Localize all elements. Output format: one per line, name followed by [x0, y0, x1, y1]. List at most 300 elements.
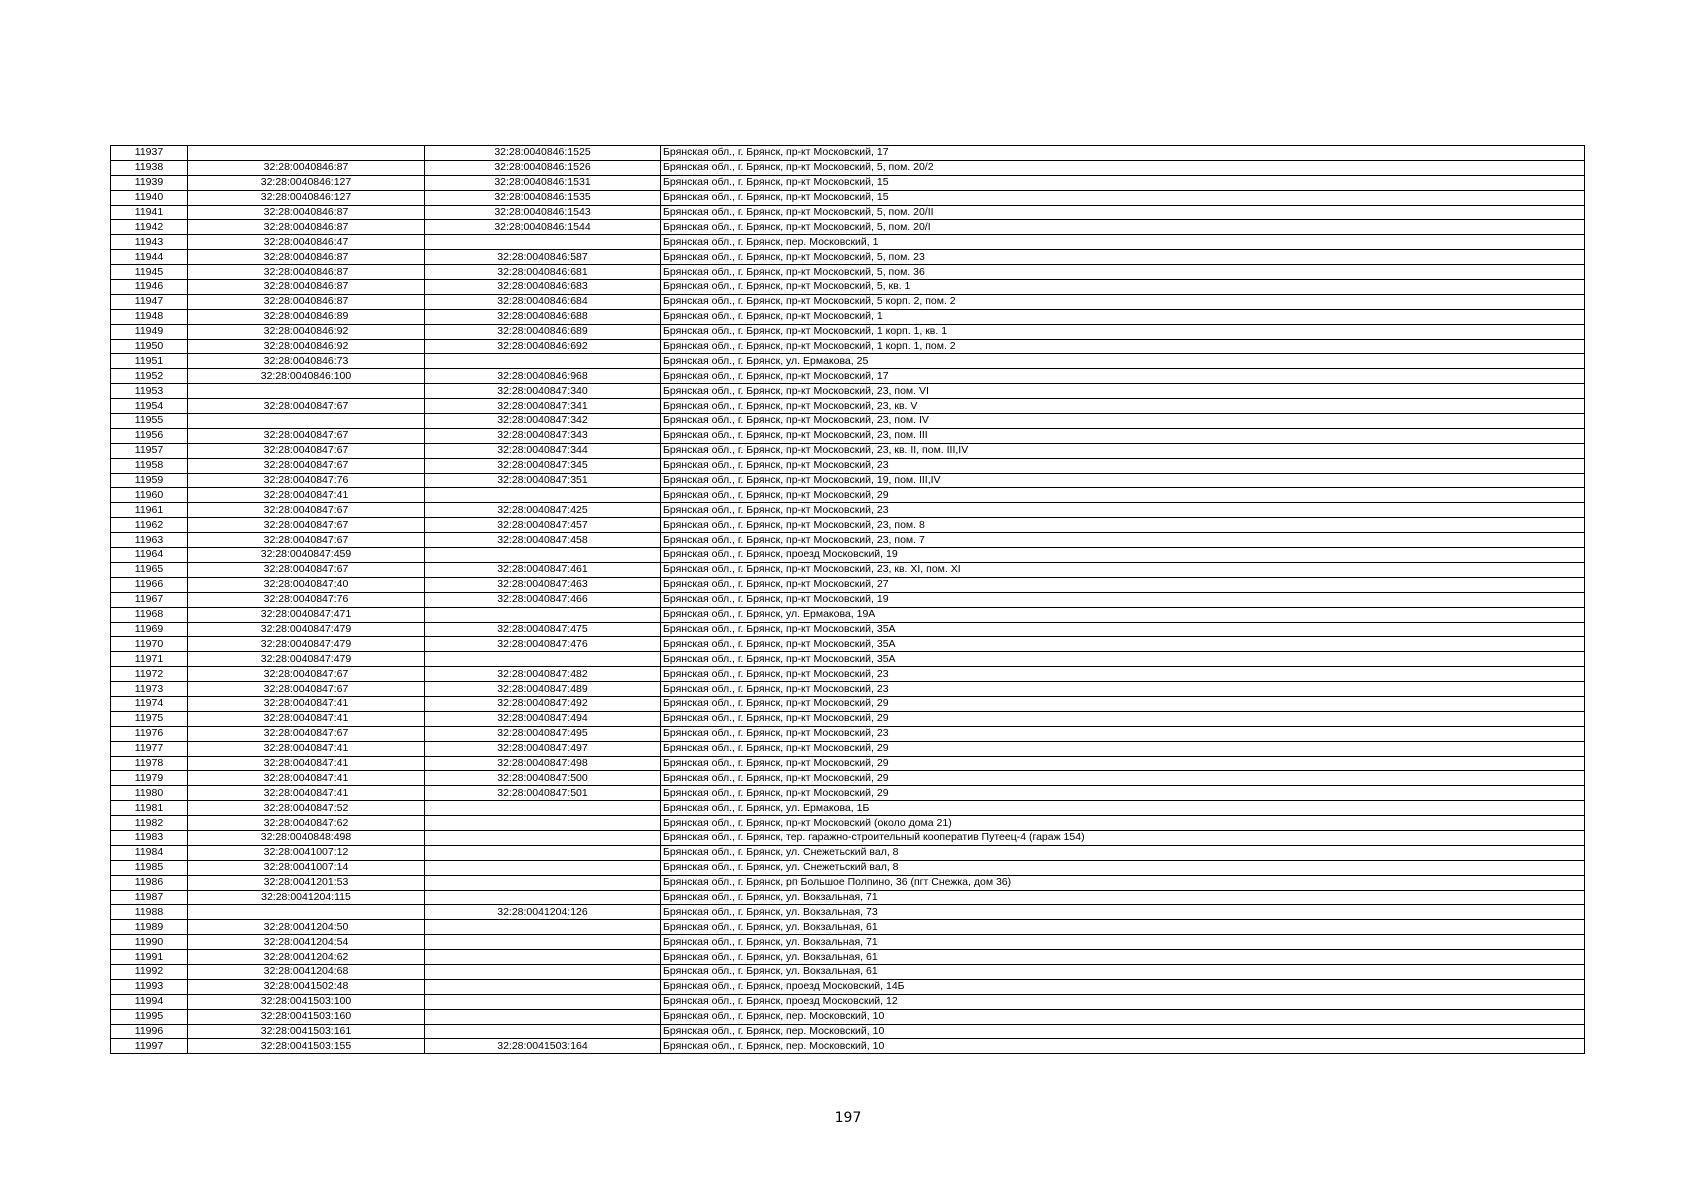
parent-cadastral-number-cell: 32:28:0040846:87 [188, 220, 425, 235]
parent-cadastral-number-cell: 32:28:0040847:52 [188, 801, 425, 816]
row-number-cell: 11986 [111, 875, 188, 890]
object-cadastral-number-cell [425, 652, 661, 667]
row-number-cell: 11937 [111, 146, 188, 161]
address-cell: Брянская обл., г. Брянск, пер. Московский, 1 [661, 235, 1585, 250]
parent-cadastral-number-cell: 32:28:0040847:67 [188, 443, 425, 458]
object-cadastral-number-cell: 32:28:0040847:344 [425, 443, 661, 458]
row-number-cell: 11953 [111, 384, 188, 399]
row-number-cell: 11979 [111, 771, 188, 786]
address-cell: Брянская обл., г. Брянск, пр-кт Московский, 29 [661, 711, 1585, 726]
object-cadastral-number-cell [425, 979, 661, 994]
parent-cadastral-number-cell: 32:28:0041502:48 [188, 979, 425, 994]
table-row [111, 190, 1585, 205]
table-row [111, 354, 1585, 369]
table-row [111, 935, 1585, 950]
address-cell: Брянская обл., г. Брянск, пр-кт Московский, 15 [661, 175, 1585, 190]
row-number-cell: 11956 [111, 428, 188, 443]
table-row [111, 801, 1585, 816]
row-number-cell: 11962 [111, 518, 188, 533]
object-cadastral-number-cell [425, 235, 661, 250]
table-row [111, 979, 1585, 994]
parent-cadastral-number-cell: 32:28:0040847:67 [188, 667, 425, 682]
row-number-cell: 11958 [111, 458, 188, 473]
table-row [111, 607, 1585, 622]
address-cell: Брянская обл., г. Брянск, ул. Ермакова, 1Б [661, 801, 1585, 816]
address-cell: Брянская обл., г. Брянск, пр-кт Московский (около дома 21) [661, 816, 1585, 831]
table-row [111, 667, 1585, 682]
address-cell: Брянская обл., г. Брянск, пер. Московский, 10 [661, 1039, 1585, 1054]
address-cell: Брянская обл., г. Брянск, пр-кт Московский, 29 [661, 696, 1585, 711]
table-row [111, 384, 1585, 399]
table-row [111, 235, 1585, 250]
row-number-cell: 11989 [111, 920, 188, 935]
parent-cadastral-number-cell: 32:28:0040847:76 [188, 592, 425, 607]
object-cadastral-number-cell: 32:28:0040847:497 [425, 741, 661, 756]
row-number-cell: 11951 [111, 354, 188, 369]
parent-cadastral-number-cell: 32:28:0040846:87 [188, 294, 425, 309]
parent-cadastral-number-cell: 32:28:0041503:160 [188, 1009, 425, 1024]
address-cell: Брянская обл., г. Брянск, пр-кт Московский, 17 [661, 369, 1585, 384]
address-cell: Брянская обл., г. Брянск, проезд Московский, 12 [661, 994, 1585, 1009]
parent-cadastral-number-cell: 32:28:0040846:127 [188, 175, 425, 190]
row-number-cell: 11954 [111, 399, 188, 414]
address-cell: Брянская обл., г. Брянск, пер. Московский, 10 [661, 1024, 1585, 1039]
object-cadastral-number-cell [425, 964, 661, 979]
address-cell: Брянская обл., г. Брянск, пр-кт Московский, 17 [661, 146, 1585, 161]
row-number-cell: 11981 [111, 801, 188, 816]
address-cell: Брянская обл., г. Брянск, пр-кт Московский, 5 корп. 2, пом. 2 [661, 294, 1585, 309]
address-cell: Брянская обл., г. Брянск, пр-кт Московский, 29 [661, 488, 1585, 503]
address-cell: Брянская обл., г. Брянск, пр-кт Московский, 29 [661, 786, 1585, 801]
row-number-cell: 11984 [111, 845, 188, 860]
table-row [111, 146, 1585, 161]
row-number-cell: 11939 [111, 175, 188, 190]
parent-cadastral-number-cell: 32:28:0040847:41 [188, 741, 425, 756]
object-cadastral-number-cell: 32:28:0040847:351 [425, 473, 661, 488]
row-number-cell: 11952 [111, 369, 188, 384]
parent-cadastral-number-cell: 32:28:0040847:76 [188, 473, 425, 488]
parent-cadastral-number-cell: 32:28:0040847:479 [188, 652, 425, 667]
object-cadastral-number-cell [425, 354, 661, 369]
address-cell: Брянская обл., г. Брянск, пр-кт Московский, 19, пом. III,IV [661, 473, 1585, 488]
parent-cadastral-number-cell: 32:28:0040847:41 [188, 756, 425, 771]
address-cell: Брянская обл., г. Брянск, ул. Вокзальная, 61 [661, 950, 1585, 965]
parent-cadastral-number-cell: 32:28:0040847:67 [188, 503, 425, 518]
address-cell: Брянская обл., г. Брянск, тер. гаражно-строительный кооператив Путеец-4 (гараж 154) [661, 830, 1585, 845]
address-cell: Брянская обл., г. Брянск, ул. Вокзальная, 71 [661, 935, 1585, 950]
row-number-cell: 11938 [111, 160, 188, 175]
table-row [111, 488, 1585, 503]
row-number-cell: 11949 [111, 324, 188, 339]
parent-cadastral-number-cell: 32:28:0041503:100 [188, 994, 425, 1009]
address-cell: Брянская обл., г. Брянск, пр-кт Московский, 23 [661, 726, 1585, 741]
address-cell: Брянская обл., г. Брянск, пр-кт Московский, 35А [661, 652, 1585, 667]
parent-cadastral-number-cell: 32:28:0040847:67 [188, 682, 425, 697]
row-number-cell: 11964 [111, 548, 188, 563]
parent-cadastral-number-cell: 32:28:0040846:87 [188, 280, 425, 295]
table-row [111, 562, 1585, 577]
table-row [111, 1024, 1585, 1039]
parent-cadastral-number-cell: 32:28:0040846:127 [188, 190, 425, 205]
address-cell: Брянская обл., г. Брянск, ул. Вокзальная, 61 [661, 964, 1585, 979]
parent-cadastral-number-cell: 32:28:0040846:92 [188, 339, 425, 354]
parent-cadastral-number-cell: 32:28:0040846:87 [188, 265, 425, 280]
table-row [111, 920, 1585, 935]
parent-cadastral-number-cell [188, 384, 425, 399]
table-row [111, 458, 1585, 473]
address-cell: Брянская обл., г. Брянск, пр-кт Московский, 23, пом. VI [661, 384, 1585, 399]
object-cadastral-number-cell: 32:28:0040846:1531 [425, 175, 661, 190]
parent-cadastral-number-cell: 32:28:0040846:47 [188, 235, 425, 250]
row-number-cell: 11993 [111, 979, 188, 994]
row-number-cell: 11976 [111, 726, 188, 741]
row-number-cell: 11959 [111, 473, 188, 488]
row-number-cell: 11995 [111, 1009, 188, 1024]
object-cadastral-number-cell: 32:28:0040847:341 [425, 399, 661, 414]
table-row [111, 175, 1585, 190]
address-cell: Брянская обл., г. Брянск, пр-кт Московский, 23, пом. IV [661, 414, 1585, 429]
object-cadastral-number-cell: 32:28:0040846:968 [425, 369, 661, 384]
row-number-cell: 11946 [111, 280, 188, 295]
table-row [111, 711, 1585, 726]
table-row [111, 205, 1585, 220]
object-cadastral-number-cell: 32:28:0040847:489 [425, 682, 661, 697]
row-number-cell: 11982 [111, 816, 188, 831]
table-row [111, 950, 1585, 965]
object-cadastral-number-cell: 32:28:0040847:494 [425, 711, 661, 726]
table-row [111, 1009, 1585, 1024]
parent-cadastral-number-cell: 32:28:0041204:115 [188, 890, 425, 905]
parent-cadastral-number-cell: 32:28:0041204:62 [188, 950, 425, 965]
row-number-cell: 11947 [111, 294, 188, 309]
object-cadastral-number-cell: 32:28:0040847:482 [425, 667, 661, 682]
table-row [111, 220, 1585, 235]
parent-cadastral-number-cell: 32:28:0041007:12 [188, 845, 425, 860]
address-cell: Брянская обл., г. Брянск, пр-кт Московский, 23, кв. XI, пом. XI [661, 562, 1585, 577]
table-row [111, 994, 1585, 1009]
address-cell: Брянская обл., г. Брянск, пр-кт Московский, 5, пом. 36 [661, 265, 1585, 280]
object-cadastral-number-cell: 32:28:0040847:475 [425, 622, 661, 637]
row-number-cell: 11960 [111, 488, 188, 503]
table-row [111, 860, 1585, 875]
address-cell: Брянская обл., г. Брянск, пр-кт Московский, 1 [661, 309, 1585, 324]
table-row [111, 905, 1585, 920]
parent-cadastral-number-cell: 32:28:0040847:479 [188, 622, 425, 637]
address-cell: Брянская обл., г. Брянск, пр-кт Московский, 23, кв. V [661, 399, 1585, 414]
row-number-cell: 11978 [111, 756, 188, 771]
address-cell: Брянская обл., г. Брянск, пр-кт Московский, 5, пом. 23 [661, 250, 1585, 265]
parent-cadastral-number-cell [188, 146, 425, 161]
object-cadastral-number-cell [425, 1009, 661, 1024]
object-cadastral-number-cell: 32:28:0041204:126 [425, 905, 661, 920]
object-cadastral-number-cell: 32:28:0040847:345 [425, 458, 661, 473]
address-cell: Брянская обл., г. Брянск, пер. Московский, 10 [661, 1009, 1585, 1024]
row-number-cell: 11945 [111, 265, 188, 280]
object-cadastral-number-cell: 32:28:0040847:340 [425, 384, 661, 399]
table-row [111, 428, 1585, 443]
parent-cadastral-number-cell: 32:28:0040846:73 [188, 354, 425, 369]
table-row [111, 771, 1585, 786]
parent-cadastral-number-cell: 32:28:0040847:67 [188, 533, 425, 548]
parent-cadastral-number-cell: 32:28:0040846:87 [188, 250, 425, 265]
table-row [111, 518, 1585, 533]
address-cell: Брянская обл., г. Брянск, пр-кт Московский, 29 [661, 741, 1585, 756]
table-row [111, 622, 1585, 637]
parent-cadastral-number-cell: 32:28:0040846:92 [188, 324, 425, 339]
address-cell: Брянская обл., г. Брянск, ул. Вокзальная, 61 [661, 920, 1585, 935]
object-cadastral-number-cell [425, 994, 661, 1009]
parent-cadastral-number-cell: 32:28:0041204:50 [188, 920, 425, 935]
parent-cadastral-number-cell: 32:28:0041503:155 [188, 1039, 425, 1054]
parent-cadastral-number-cell: 32:28:0041201:53 [188, 875, 425, 890]
table-row [111, 592, 1585, 607]
address-cell: Брянская обл., г. Брянск, ул. Ермакова, 19А [661, 607, 1585, 622]
row-number-cell: 11963 [111, 533, 188, 548]
object-cadastral-number-cell: 32:28:0040847:501 [425, 786, 661, 801]
row-number-cell: 11943 [111, 235, 188, 250]
parent-cadastral-number-cell: 32:28:0040847:41 [188, 711, 425, 726]
table-row [111, 399, 1585, 414]
object-cadastral-number-cell: 32:28:0040847:461 [425, 562, 661, 577]
address-cell: Брянская обл., г. Брянск, пр-кт Московский, 23, пом. 8 [661, 518, 1585, 533]
address-cell: Брянская обл., г. Брянск, пр-кт Московский, 23, пом. 7 [661, 533, 1585, 548]
row-number-cell: 11980 [111, 786, 188, 801]
row-number-cell: 11975 [111, 711, 188, 726]
parent-cadastral-number-cell: 32:28:0040846:87 [188, 160, 425, 175]
object-cadastral-number-cell: 32:28:0040846:587 [425, 250, 661, 265]
table-row [111, 443, 1585, 458]
table-body [111, 146, 1585, 1054]
row-number-cell: 11974 [111, 696, 188, 711]
row-number-cell: 11983 [111, 830, 188, 845]
address-cell: Брянская обл., г. Брянск, ул. Снежетьский вал, 8 [661, 860, 1585, 875]
row-number-cell: 11970 [111, 637, 188, 652]
address-cell: Брянская обл., г. Брянск, пр-кт Московский, 27 [661, 577, 1585, 592]
table-row [111, 473, 1585, 488]
address-cell: Брянская обл., г. Брянск, проезд Московский, 14Б [661, 979, 1585, 994]
address-cell: Брянская обл., г. Брянск, пр-кт Московский, 29 [661, 771, 1585, 786]
address-cell: Брянская обл., г. Брянск, пр-кт Московский, 23, пом. III [661, 428, 1585, 443]
parent-cadastral-number-cell: 32:28:0040848:498 [188, 830, 425, 845]
object-cadastral-number-cell: 32:28:0040847:458 [425, 533, 661, 548]
object-cadastral-number-cell: 32:28:0040847:492 [425, 696, 661, 711]
address-cell: Брянская обл., г. Брянск, пр-кт Московский, 29 [661, 756, 1585, 771]
table-row [111, 875, 1585, 890]
parent-cadastral-number-cell: 32:28:0040847:67 [188, 518, 425, 533]
object-cadastral-number-cell: 32:28:0040846:684 [425, 294, 661, 309]
address-cell: Брянская обл., г. Брянск, пр-кт Московский, 35А [661, 637, 1585, 652]
table-row [111, 339, 1585, 354]
row-number-cell: 11966 [111, 577, 188, 592]
object-cadastral-number-cell: 32:28:0040847:476 [425, 637, 661, 652]
parent-cadastral-number-cell: 32:28:0041007:14 [188, 860, 425, 875]
row-number-cell: 11944 [111, 250, 188, 265]
parent-cadastral-number-cell: 32:28:0041204:68 [188, 964, 425, 979]
object-cadastral-number-cell: 32:28:0040847:343 [425, 428, 661, 443]
parent-cadastral-number-cell: 32:28:0040847:40 [188, 577, 425, 592]
table-row [111, 756, 1585, 771]
object-cadastral-number-cell: 32:28:0040847:457 [425, 518, 661, 533]
address-cell: Брянская обл., г. Брянск, пр-кт Московский, 35А [661, 622, 1585, 637]
parent-cadastral-number-cell: 32:28:0041204:54 [188, 935, 425, 950]
parent-cadastral-number-cell: 32:28:0040847:479 [188, 637, 425, 652]
object-cadastral-number-cell: 32:28:0040847:463 [425, 577, 661, 592]
table-row [111, 577, 1585, 592]
object-cadastral-number-cell [425, 488, 661, 503]
object-cadastral-number-cell [425, 875, 661, 890]
table-row [111, 324, 1585, 339]
row-number-cell: 11948 [111, 309, 188, 324]
row-number-cell: 11971 [111, 652, 188, 667]
object-cadastral-number-cell [425, 920, 661, 935]
table-row [111, 160, 1585, 175]
row-number-cell: 11997 [111, 1039, 188, 1054]
table-row [111, 845, 1585, 860]
table-row [111, 682, 1585, 697]
address-cell: Брянская обл., г. Брянск, пр-кт Московский, 23 [661, 503, 1585, 518]
address-cell: Брянская обл., г. Брянск, проезд Московский, 19 [661, 548, 1585, 563]
parent-cadastral-number-cell: 32:28:0040847:67 [188, 458, 425, 473]
object-cadastral-number-cell [425, 950, 661, 965]
row-number-cell: 11985 [111, 860, 188, 875]
row-number-cell: 11973 [111, 682, 188, 697]
object-cadastral-number-cell: 32:28:0040846:1526 [425, 160, 661, 175]
object-cadastral-number-cell: 32:28:0041503:164 [425, 1039, 661, 1054]
object-cadastral-number-cell [425, 890, 661, 905]
table-row [111, 786, 1585, 801]
row-number-cell: 11950 [111, 339, 188, 354]
cadastral-table [110, 145, 1585, 1054]
parent-cadastral-number-cell: 32:28:0040847:67 [188, 399, 425, 414]
table-row [111, 696, 1585, 711]
table-row [111, 265, 1585, 280]
address-cell: Брянская обл., г. Брянск, ул. Вокзальная, 73 [661, 905, 1585, 920]
object-cadastral-number-cell: 32:28:0040847:342 [425, 414, 661, 429]
object-cadastral-number-cell [425, 935, 661, 950]
parent-cadastral-number-cell: 32:28:0040846:100 [188, 369, 425, 384]
object-cadastral-number-cell [425, 607, 661, 622]
row-number-cell: 11942 [111, 220, 188, 235]
row-number-cell: 11941 [111, 205, 188, 220]
table-row [111, 503, 1585, 518]
object-cadastral-number-cell: 32:28:0040846:1544 [425, 220, 661, 235]
row-number-cell: 11990 [111, 935, 188, 950]
parent-cadastral-number-cell: 32:28:0040847:41 [188, 488, 425, 503]
row-number-cell: 11972 [111, 667, 188, 682]
object-cadastral-number-cell: 32:28:0040846:681 [425, 265, 661, 280]
parent-cadastral-number-cell: 32:28:0041503:161 [188, 1024, 425, 1039]
parent-cadastral-number-cell: 32:28:0040847:67 [188, 428, 425, 443]
address-cell: Брянская обл., г. Брянск, пр-кт Московский, 23, кв. II, пом. III,IV [661, 443, 1585, 458]
address-cell: Брянская обл., г. Брянск, пр-кт Московский, 23 [661, 682, 1585, 697]
row-number-cell: 11992 [111, 964, 188, 979]
object-cadastral-number-cell: 32:28:0040847:425 [425, 503, 661, 518]
row-number-cell: 11955 [111, 414, 188, 429]
parent-cadastral-number-cell: 32:28:0040846:87 [188, 205, 425, 220]
table-row [111, 1039, 1585, 1054]
table-row [111, 369, 1585, 384]
address-cell: Брянская обл., г. Брянск, пр-кт Московский, 5, пом. 20/II [661, 205, 1585, 220]
address-cell: Брянская обл., г. Брянск, ул. Вокзальная, 71 [661, 890, 1585, 905]
object-cadastral-number-cell: 32:28:0040847:500 [425, 771, 661, 786]
parent-cadastral-number-cell: 32:28:0040847:67 [188, 562, 425, 577]
object-cadastral-number-cell: 32:28:0040846:1535 [425, 190, 661, 205]
parent-cadastral-number-cell: 32:28:0040847:67 [188, 726, 425, 741]
address-cell: Брянская обл., г. Брянск, пр-кт Московский, 5, кв. 1 [661, 280, 1585, 295]
table-row [111, 816, 1585, 831]
object-cadastral-number-cell [425, 845, 661, 860]
row-number-cell: 11957 [111, 443, 188, 458]
object-cadastral-number-cell: 32:28:0040846:689 [425, 324, 661, 339]
row-number-cell: 11965 [111, 562, 188, 577]
address-cell: Брянская обл., г. Брянск, ул. Снежетьский вал, 8 [661, 845, 1585, 860]
table-row [111, 652, 1585, 667]
table-row [111, 890, 1585, 905]
object-cadastral-number-cell: 32:28:0040846:688 [425, 309, 661, 324]
object-cadastral-number-cell [425, 548, 661, 563]
row-number-cell: 11968 [111, 607, 188, 622]
page-number: 197 [834, 1110, 862, 1126]
address-cell: Брянская обл., г. Брянск, пр-кт Московский, 1 корп. 1, кв. 1 [661, 324, 1585, 339]
parent-cadastral-number-cell: 32:28:0040846:89 [188, 309, 425, 324]
object-cadastral-number-cell [425, 830, 661, 845]
table-row [111, 741, 1585, 756]
row-number-cell: 11994 [111, 994, 188, 1009]
table-row [111, 964, 1585, 979]
address-cell: Брянская обл., г. Брянск, пр-кт Московский, 23 [661, 667, 1585, 682]
address-cell: Брянская обл., г. Брянск, пр-кт Московский, 15 [661, 190, 1585, 205]
parent-cadastral-number-cell: 32:28:0040847:41 [188, 786, 425, 801]
object-cadastral-number-cell [425, 860, 661, 875]
table-row [111, 309, 1585, 324]
object-cadastral-number-cell: 32:28:0040846:683 [425, 280, 661, 295]
object-cadastral-number-cell: 32:28:0040847:498 [425, 756, 661, 771]
object-cadastral-number-cell: 32:28:0040847:495 [425, 726, 661, 741]
row-number-cell: 11977 [111, 741, 188, 756]
address-cell: Брянская обл., г. Брянск, пр-кт Московский, 23 [661, 458, 1585, 473]
row-number-cell: 11967 [111, 592, 188, 607]
object-cadastral-number-cell: 32:28:0040846:1543 [425, 205, 661, 220]
object-cadastral-number-cell: 32:28:0040846:692 [425, 339, 661, 354]
row-number-cell: 11996 [111, 1024, 188, 1039]
parent-cadastral-number-cell: 32:28:0040847:41 [188, 696, 425, 711]
table-row [111, 726, 1585, 741]
table-row [111, 830, 1585, 845]
parent-cadastral-number-cell [188, 414, 425, 429]
table-row [111, 414, 1585, 429]
row-number-cell: 11987 [111, 890, 188, 905]
row-number-cell: 11988 [111, 905, 188, 920]
table-row [111, 533, 1585, 548]
parent-cadastral-number-cell: 32:28:0040847:62 [188, 816, 425, 831]
table-row [111, 637, 1585, 652]
address-cell: Брянская обл., г. Брянск, пр-кт Московский, 5, пом. 20/2 [661, 160, 1585, 175]
row-number-cell: 11961 [111, 503, 188, 518]
object-cadastral-number-cell [425, 801, 661, 816]
object-cadastral-number-cell: 32:28:0040846:1525 [425, 146, 661, 161]
parent-cadastral-number-cell [188, 905, 425, 920]
table-row [111, 280, 1585, 295]
row-number-cell: 11991 [111, 950, 188, 965]
parent-cadastral-number-cell: 32:28:0040847:459 [188, 548, 425, 563]
address-cell: Брянская обл., г. Брянск, пр-кт Московский, 5, пом. 20/I [661, 220, 1585, 235]
table-row [111, 250, 1585, 265]
table-row [111, 548, 1585, 563]
object-cadastral-number-cell [425, 1024, 661, 1039]
table-row [111, 294, 1585, 309]
address-cell: Брянская обл., г. Брянск, пр-кт Московский, 1 корп. 1, пом. 2 [661, 339, 1585, 354]
row-number-cell: 11969 [111, 622, 188, 637]
